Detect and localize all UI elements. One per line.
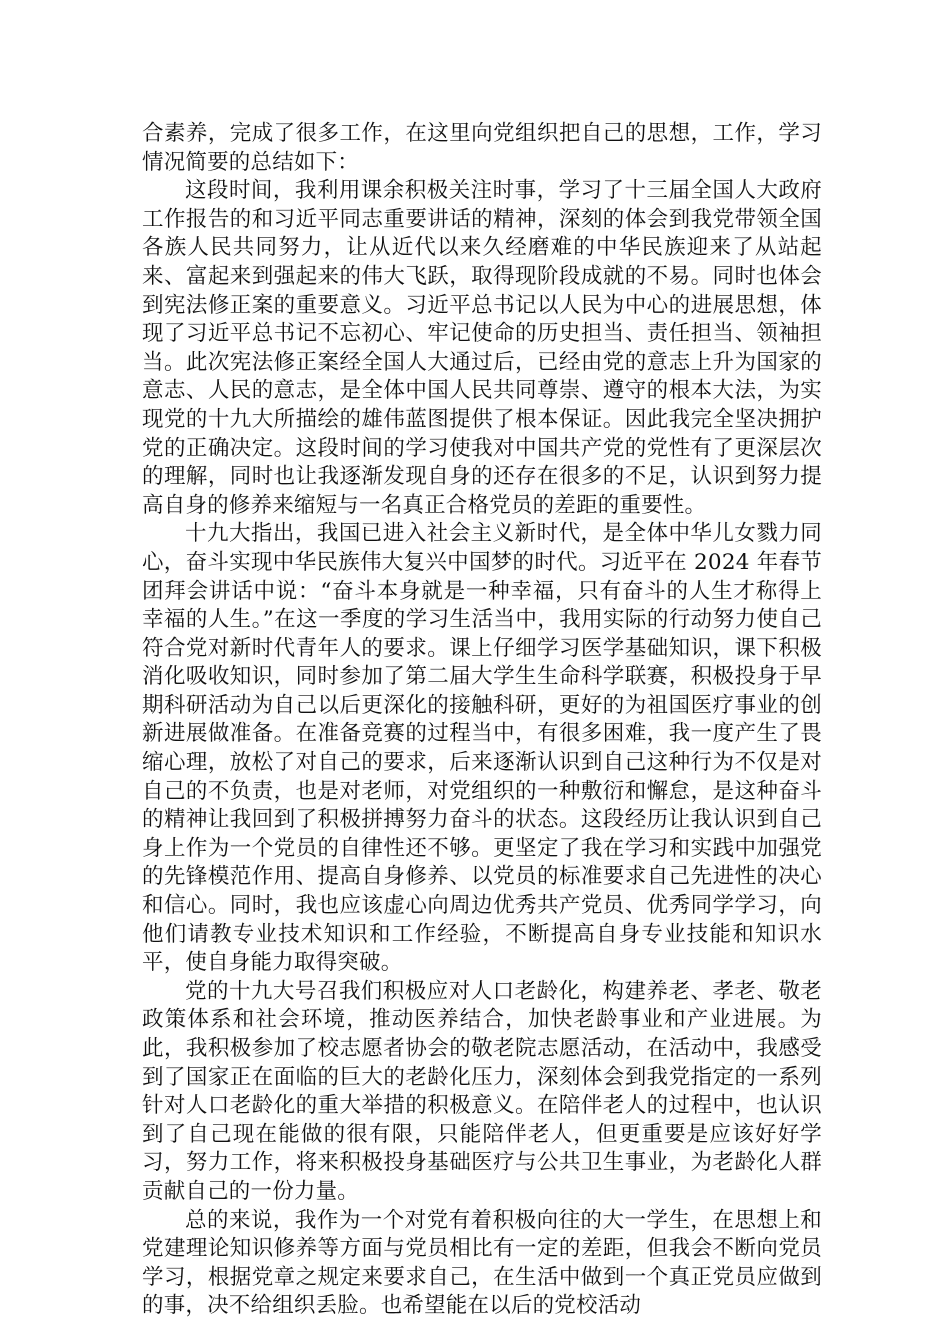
paragraph-new-era-striving: 十九大指出，我国已进入社会主义新时代，是全体中华儿女戮力同心，奋斗实现中华民族伟大复兴中国梦的时代。习近平在 2024 年春节团拜会讲话中说：“奋斗本身就是一种幸福，只有奋斗的人生才称得上幸福的人生。”在这一季度的学习生活当中，我用实际的行动努力使自己符合党对新时代青年人的要求。课上仔细学习医学基础知识，课下积极消化吸收知识，同时参加了第二届大学生生命科学联赛，积极投身于早期科研活动为自己以后更深化的接触科研，更好的为祖国医疗事业的创新进展做准备。在准备竞赛的过程当中，有很多困难，我一度产生了畏缩心理，放松了对自己的要求，后来逐渐认识到自己这种行为不仅是对自己的不负责，也是对老师，对党组织的一种敷衍和懈怠，是这种奋斗的精神让我回到了积极拼搏努力奋斗的状态。这段经历让我认识到自己身上作为一个党员的自律性还不够。更坚定了我在学习和实践中加强党的先锋模范作用、提高自身修养、以党员的标准要求自己先进性的决心和信心。同时，我也应该虚心向周边优秀共产党员、优秀同学学习，向他们请教专业技术知识和工作经验，不断提高自身专业技能和知识水平，使自身能力取得突破。 — [142, 521, 822, 976]
paragraph-aging-volunteering: 党的十九大号召我们积极应对人口老龄化，构建养老、孝老、敬老政策体系和社会环境，推动医养结合，加快老龄事业和产业进展。为此，我积极参加了校志愿者协会的敬老院志愿活动，在活动中，我感受到了国家正在面临的巨大的老龄化压力，深刻体会到我党指定的一系列针对人口老龄化的重大举措的积极意义。在陪伴老人的过程中，也认识到了自己现在能做的很有限，只能陪伴老人，但更重要是应该好好学习，努力工作，将来积极投身基础医疗与公共卫生事业，为老龄化人群贡献自己的一份力量。 — [142, 978, 822, 1204]
document-body — [142, 120, 822, 1321]
paragraph-summary: 总的来说，我作为一个对党有着积极向往的大一学生，在思想上和党建理论知识修养等方面与党员相比有一定的差距，但我会不断向党员学习，根据党章之规定来要求自己，在生活中做到一个真正党员应做到的事，决不给组织丢脸。也希望能在以后的党校活动 — [142, 1207, 822, 1319]
paragraph-study-current-affairs: 这段时间，我利用课余积极关注时事，学习了十三届全国人大政府工作报告的和习近平同志重要讲话的精神，深刻的体会到我党带领全国各族人民共同努力，让从近代以来久经磨难的中华民族迎来了从站起来、富起来到强起来的伟大飞跃，取得现阶段成就的不易。同时也体会到宪法修正案的重要意义。习近平总书记以人民为中心的进展思想，体现了习近平总书记不忘初心、牢记使命的历史担当、责任担当、领袖担当。此次宪法修正案经全国人大通过后，已经由党的意志上升为国家的意志、人民的意志，是全体中国人民共同尊崇、遵守的根本大法，为实现党的十九大所描绘的雄伟蓝图提供了根本保证。因此我完全坚决拥护党的正确决定。这段时间的学习使我对中国共产党的党性有了更深层次的理解，同时也让我逐渐发现自身的还存在很多的不足，认识到努力提高自身的修养来缩短与一名真正合格党员的差距的重要性。 — [142, 178, 822, 518]
paragraph-continuation: 合素养，完成了很多工作，在这里向党组织把自己的思想，工作，学习情况简要的总结如下： — [142, 121, 822, 175]
